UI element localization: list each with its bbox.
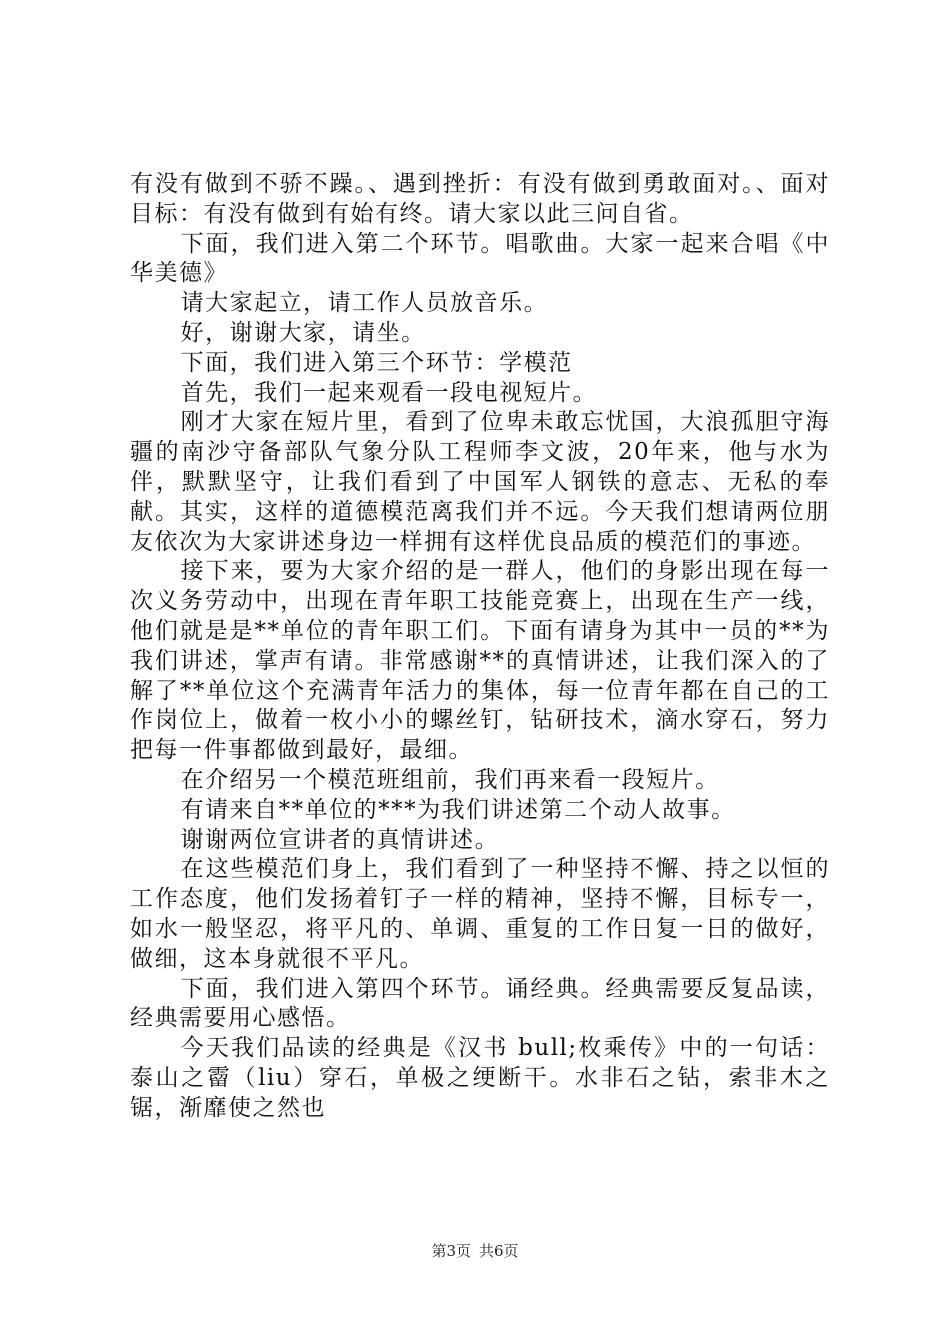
paragraph-4: 好，谢谢大家，请坐。 <box>180 319 426 346</box>
paragraph-7: 刚才大家在短片里，看到了位卑未敢忘忧国，大浪孤胆守海疆的南沙守备部队气象分队工程师李文波，20年来，他与水为伴，默默坚守，让我们看到了中国军人钢铁的意志、无私的奉献。其实，这样的道德模范离我们并不远。今天我们想请两位朋友依次为大家讲述身边一样拥有这样优良品质的模范们的事迹。 <box>130 409 830 555</box>
paragraph-5: 下面，我们进入第三个环节：学模范 <box>180 349 573 376</box>
paragraph-3: 请大家起立，请工作人员放音乐。 <box>180 290 549 317</box>
page-footer <box>0 1240 950 1261</box>
paragraph-9: 在介绍另一个模范班组前，我们再来看一段短片。 <box>180 766 720 793</box>
paragraph-1: 有没有做到不骄不躁。、遇到挫折：有没有做到勇敢面对。、面对目标：有没有做到有始有终。请大家以此三问自省。 <box>130 171 830 227</box>
paragraph-8: 接下来，要为大家介绍的是一群人，他们的身影出现在每一次义务劳动中，出现在青年职工技能竞赛上，出现在生产一线，他们就是是**单位的青年职工们。下面有请身为其中一员的**为我们讲述，掌声有请。非常感谢**的真情讲述，让我们深入的了解了**单位这个充满青年活力的集体，每一位青年都在自己的工作岗位上，做着一枚小小的螺丝钉，钻研技术，滴水穿石，努力把每一件事都做到最好，最细。 <box>130 558 830 764</box>
paragraph-6: 首先，我们一起来观看一段电视短片。 <box>180 379 598 406</box>
document-body <box>130 170 830 1124</box>
paragraph-13: 下面，我们进入第四个环节。诵经典。经典需要反复品读，经典需要用心感悟。 <box>130 975 830 1032</box>
paragraph-11: 谢谢两位宣讲者的真情讲述。 <box>180 826 500 853</box>
paragraph-2: 下面，我们进入第二个环节。唱歌曲。大家一起来合唱《中华美德》 <box>130 230 830 287</box>
page-total: 共6页 <box>479 1242 519 1260</box>
page-number: 第3页 <box>431 1242 471 1260</box>
paragraph-10: 有请来自**单位的***为我们讲述第二个动人故事。 <box>180 796 736 823</box>
paragraph-12: 在这些模范们身上，我们看到了一种坚持不懈、持之以恒的工作态度，他们发扬着钉子一样的精神，坚持不懈，目标专一，如水一般坚忍，将平凡的、单调、重复的工作日复一日的做好，做细，这本身就很不平凡。 <box>130 856 830 972</box>
paragraph-14: 今天我们品读的经典是《汉书 bull;枚乘传》中的一句话：泰山之霤（liu）穿石，单极之绠断干。水非石之钻，索非木之锯，渐靡使之然也 <box>130 1035 830 1121</box>
